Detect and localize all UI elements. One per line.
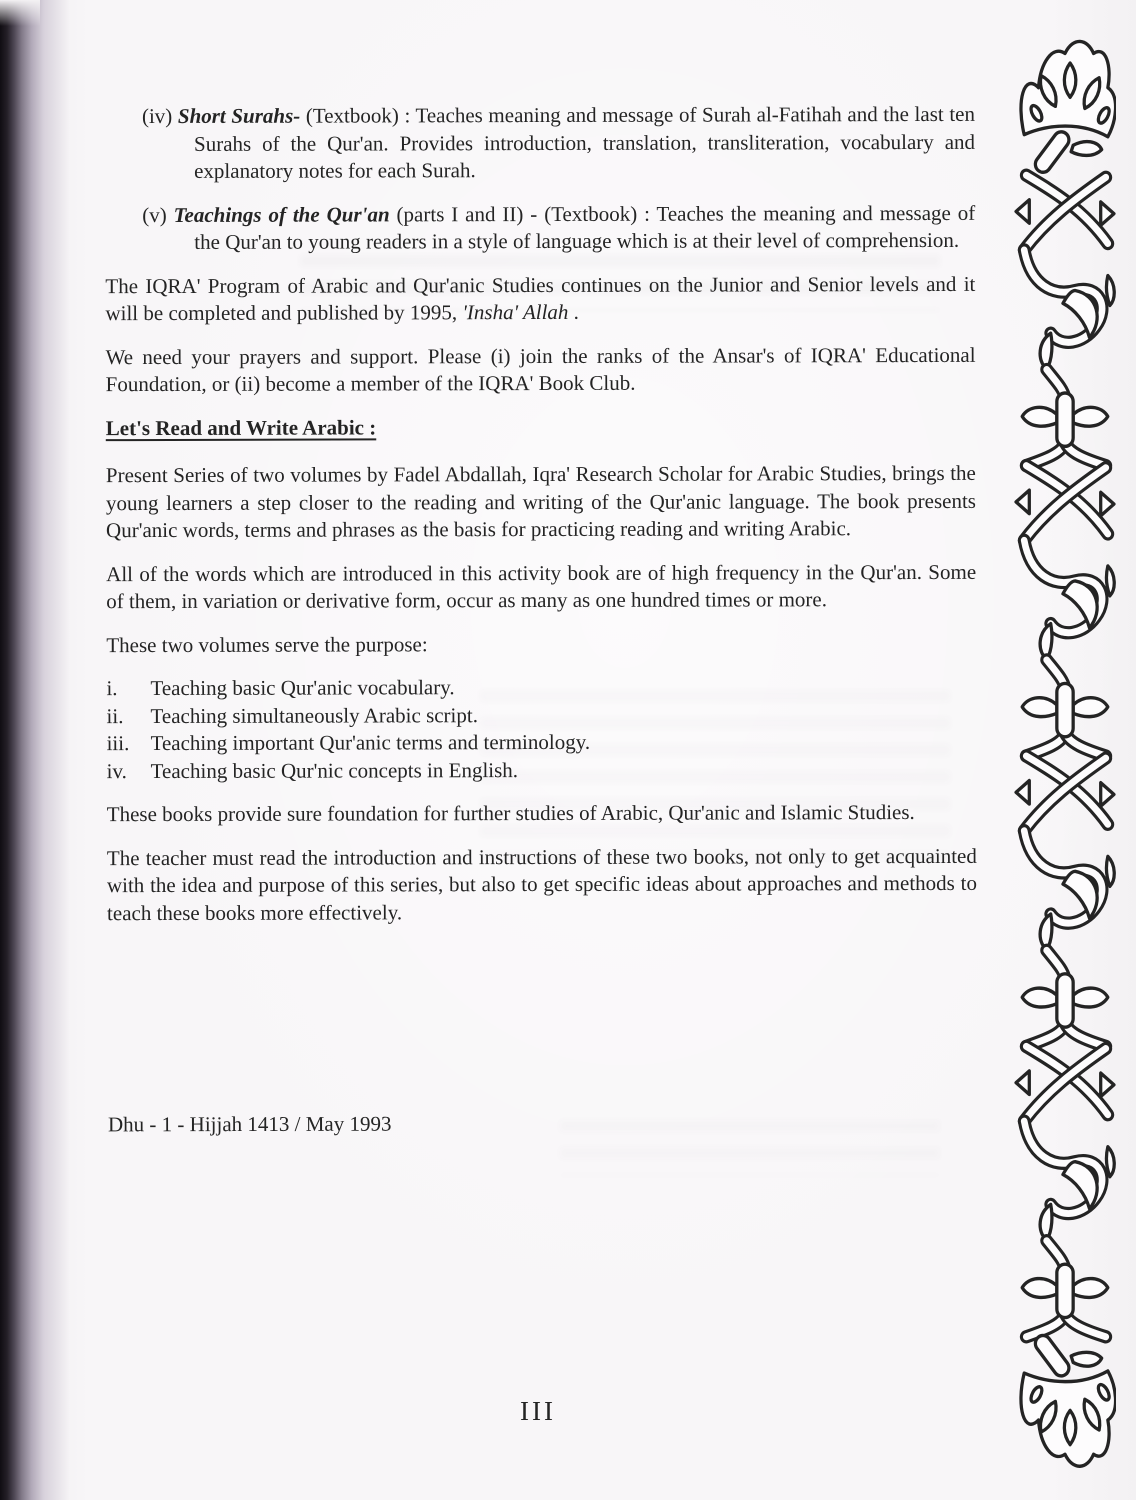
- purpose-item: [107, 755, 977, 785]
- purpose-item: [107, 728, 977, 758]
- paragraph-text: The IQRA' Program of Arabic and Qur'anic Studies continues on the Junior and Senior levels and it will be completed and published by 1995,: [105, 271, 976, 326]
- binding-gutter-shadow: [0, 0, 72, 1500]
- gutter-top-fade: [0, 0, 40, 26]
- purpose-list: [106, 673, 976, 785]
- page-number: III: [520, 1396, 556, 1426]
- item-marker: (v): [142, 202, 167, 227]
- item-title: Short Surahs-: [177, 103, 301, 128]
- date-line: Dhu - 1 - Hijjah 1413 / May 1993: [107, 1111, 392, 1137]
- item-body: (parts I and II) - (Textbook) : Teaches the meaning and message of the Qur'an to young readers in a style of language which is at their level of comprehension.: [194, 200, 976, 254]
- purpose-text: Teaching basic Qur'anic vocabulary.: [150, 675, 455, 701]
- purpose-text: Teaching important Qur'anic terms and terminology.: [150, 729, 591, 756]
- program-item-iv: [105, 101, 975, 186]
- purpose-text: Teaching basic Qur'nic concepts in English.: [150, 757, 519, 783]
- purpose-item: [106, 673, 976, 703]
- roman-marker: iv.: [106, 758, 127, 783]
- item-marker: (iv): [141, 103, 173, 129]
- purpose-text: Teaching simultaneously Arabic script.: [150, 702, 478, 728]
- interlaced-vine-border-ornament: [1014, 30, 1116, 1482]
- paragraph-purpose-intro: These two volumes serve the purpose:: [106, 631, 428, 657]
- roman-marker: i.: [106, 676, 118, 701]
- roman-marker: ii.: [106, 703, 124, 728]
- paragraph-words: All of the words which are introduced in this activity book are of high frequency in the Qur'an. Some of them, in variation or derivative form, occur as many as one hundred times or more.: [106, 559, 977, 614]
- program-item-v: [105, 199, 975, 256]
- purpose-item: [106, 700, 976, 730]
- bleedthrough-artifact: [560, 1120, 940, 1176]
- paragraph-support: We need your prayers and support. Please (i) join the ranks of the Ansar's of IQRA' Educational Foundation, or (ii) become a member of the IQRA' Book Club.: [105, 342, 976, 397]
- item-body: (Textbook) : Teaches meaning and message of Surah al-Fatihah and the last ten Surahs of the Qur'an. Provides introduction, translation, transliteration, vocabulary and explanatory notes for each Surah.: [193, 101, 976, 183]
- roman-marker: iii.: [106, 731, 130, 756]
- section-heading: Let's Read and Write Arabic :: [105, 414, 377, 440]
- paragraph-text: .: [568, 299, 579, 324]
- paragraph-foundation: These books provide sure foundation for further studies of Arabic, Qur'anic and Islamic Studies.: [106, 800, 915, 827]
- paragraph-iqra-program: [105, 270, 975, 327]
- page-content: [105, 101, 977, 943]
- paragraph-teacher: The teacher must read the introduction and instructions of these two books, not only to get acquainted with the idea and purpose of this series, but also to get specific ideas about approaches and methods to teach these books more effectively.: [106, 843, 977, 925]
- paragraph-series: Present Series of two volumes by Fadel Abdallah, Iqra' Research Scholar for Arabic Studies, brings the young learners a step closer to the reading and writing of the Qur'anic language. The book presents Qur'anic words, terms and phrases as the basis for practicing reading and writing Arabic.: [105, 460, 976, 543]
- insha-allah-italic: 'Insha' Allah: [462, 299, 569, 325]
- item-title: Teachings of the Qur'an: [173, 201, 390, 227]
